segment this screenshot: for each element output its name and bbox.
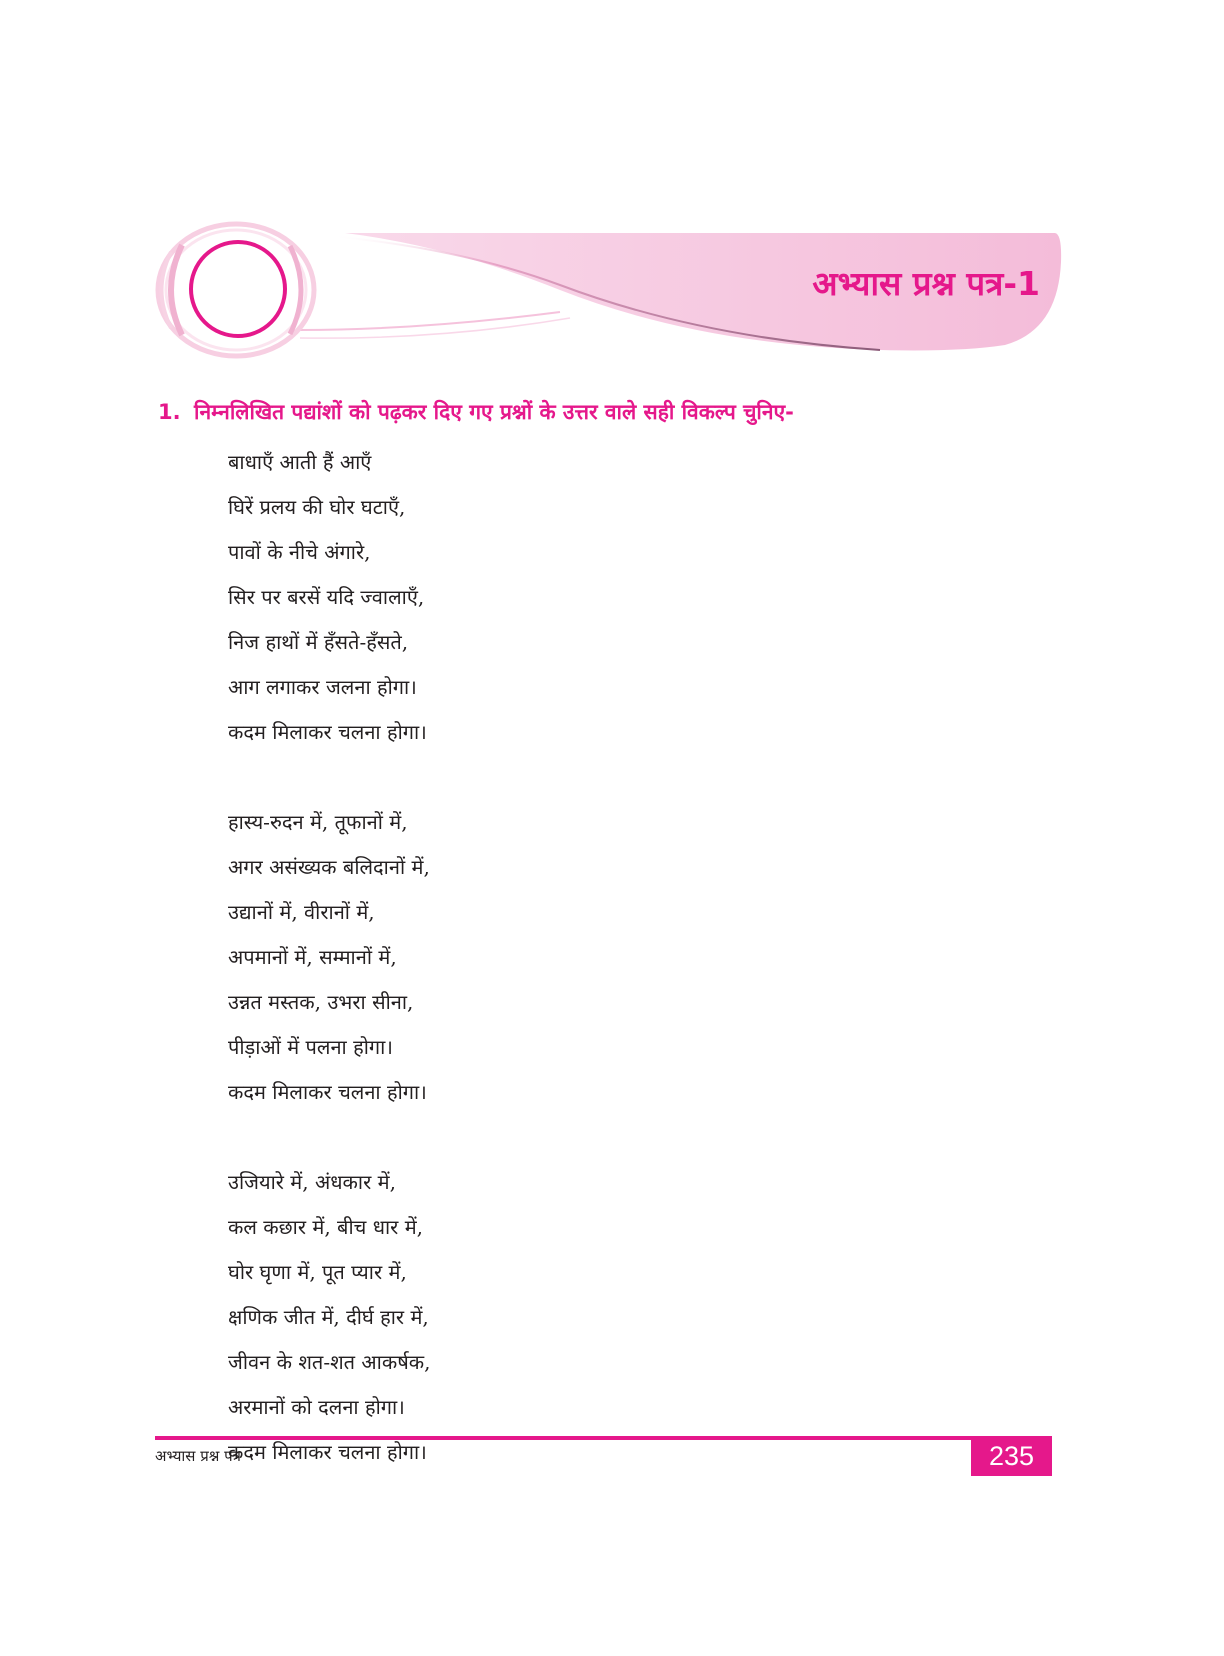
- poem-line: उद्यानों में, वीरानों में,: [228, 900, 375, 924]
- poem-line: निज हाथों में हँसते-हँसते,: [228, 630, 409, 654]
- poem-line: उन्नत मस्तक, उभरा सीना,: [228, 990, 414, 1014]
- header-banner: [0, 0, 1224, 400]
- poem-line: कल कछार में, बीच धार में,: [228, 1215, 424, 1239]
- question-number: 1.: [158, 400, 181, 424]
- poem-line: पावों के नीचे अंगारे,: [228, 540, 371, 564]
- poem-line: जीवन के शत-शत आकर्षक,: [228, 1350, 431, 1374]
- poem-line: हास्य-रुदन में, तूफानों में,: [228, 810, 408, 834]
- poem-line: कदम मिलाकर चलना होगा।: [228, 1080, 427, 1104]
- stanza-2: [228, 800, 928, 1115]
- page-title: अभ्यास प्रश्न पत्र-1: [812, 264, 1040, 303]
- page-number: 235: [971, 1436, 1052, 1476]
- footer-divider: [155, 1436, 1052, 1440]
- poem-line: क्षणिक जीत में, दीर्घ हार में,: [228, 1305, 429, 1329]
- banner-circle: [191, 242, 285, 336]
- poem-line: कदम मिलाकर चलना होगा।: [228, 1440, 427, 1464]
- poem-line: घिरें प्रलय की घोर घटाएँ,: [228, 495, 406, 519]
- poem-line: अगर असंख्यक बलिदानों में,: [228, 855, 430, 879]
- stanza-3: [228, 1160, 928, 1475]
- question-text: निम्नलिखित पद्यांशों को पढ़कर दिए गए प्रश्नों के उत्तर वाले सही विकल्प चुनिए-: [194, 400, 794, 424]
- poem: [228, 440, 928, 1520]
- poem-line: अरमानों को दलना होगा।: [228, 1395, 405, 1419]
- poem-line: कदम मिलाकर चलना होगा।: [228, 720, 427, 744]
- poem-line: घोर घृणा में, पूत प्यार में,: [228, 1260, 407, 1284]
- footer-section-label: अभ्यास प्रश्न पत्र: [155, 1447, 241, 1465]
- poem-line: पीड़ाओं में पलना होगा।: [228, 1035, 393, 1059]
- question-1: [158, 398, 1058, 426]
- poem-line: सिर पर बरसें यदि ज्वालाएँ,: [228, 585, 425, 609]
- poem-line: अपमानों में, सम्मानों में,: [228, 945, 397, 969]
- poem-line: उजियारे में, अंधकार में,: [228, 1170, 396, 1194]
- poem-line: बाधाएँ आती हैं आएँ: [228, 450, 372, 474]
- stanza-1: [228, 440, 928, 755]
- poem-line: आग लगाकर जलना होगा।: [228, 675, 417, 699]
